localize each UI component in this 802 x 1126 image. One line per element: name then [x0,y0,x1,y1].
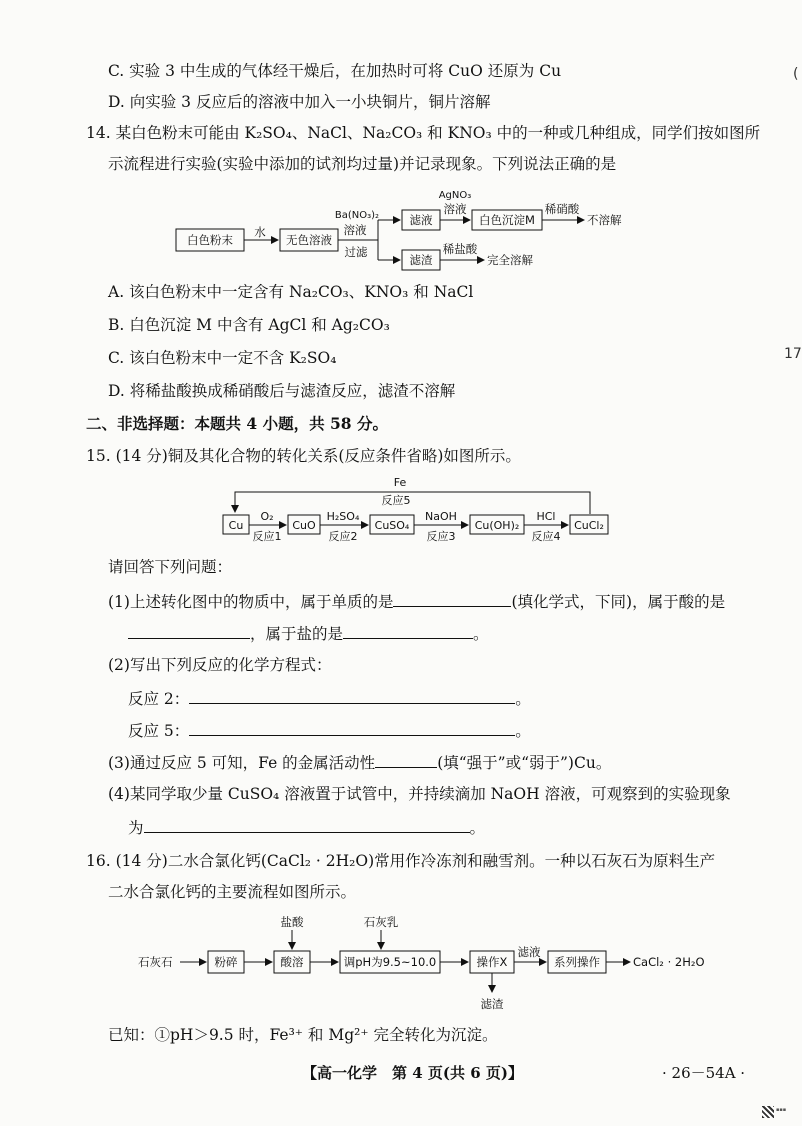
ba-no3-label: Ba(NO₃)₂ [334,210,380,221]
ba-no3-solution-label: 溶液 [343,223,367,237]
naoh-label: NaOH [425,510,457,523]
filtrate-label: 滤液 [409,213,433,227]
reaction1-label: 反应1 [252,530,282,543]
reaction2-prompt: 反应 2： [128,690,190,708]
q14-option-a: A. 该白色粉末中一定含有 Na₂CO₃、KNO₃ 和 NaCl [108,283,474,301]
reaction3-label: 反应3 [426,530,456,543]
q14-option-d: D. 将稀盐酸换成稀硝酸后与滤渣反应，滤渣不溶解 [108,382,456,400]
white-precipitate-label: 白色沉淀M [479,213,535,227]
section2-heading: 二、非选择题：本题共 4 小题，共 58 分。 [86,414,388,433]
cuso4-label: CuSO₄ [374,519,410,532]
cu-label: Cu [228,519,244,532]
answer-blank-elements[interactable] [393,590,511,607]
agno3-label: AgNO₃ [438,190,472,201]
q14-option-b: B. 白色沉淀 M 中含有 AgCl 和 Ag₂CO₃ [108,316,390,334]
q14-stem-line2: 示流程进行实验(实验中添加的试剂均过量)并记录现象。下列说法正确的是 [108,155,617,173]
residue-label: 滤渣 [480,997,504,1011]
q15-part1-text-b: (填化学式，下同)，属于酸的是 [511,593,726,611]
q15-part4-period: 。 [469,819,486,837]
h2so4-label: H₂SO₄ [326,510,360,523]
qr-code-icon [762,1106,774,1118]
dissolve-label: 酸溶 [280,955,304,969]
q15-part1-period: 。 [473,625,489,643]
fe-label: Fe [393,476,407,489]
q16-stem-line2: 二水合氯化钙的主要流程如图所示。 [108,883,357,901]
dilute-nitric-label: 稀硝酸 [544,202,580,216]
adjust-ph-label: 调pH为9.5~10.0 [343,955,437,969]
footer-page-info: 【高一化学 第 4 页(共 6 页)】 [302,1064,523,1082]
q14-option-c: C. 该白色粉末中一定不含 K₂SO₄ [108,349,337,367]
reaction4-label: 反应4 [531,530,561,543]
q15-prompt: 请回答下列问题： [108,558,233,576]
q15-part2: (2)写出下列反应的化学方程式： [108,656,332,674]
q16-stem-line1: 16. (14 分)二水合氯化钙(CaCl₂ · 2H₂O)常用作冷冻剂和融雪剂。一种以石灰石为原料生产 [86,852,716,870]
operation-x-label: 操作X [476,955,508,969]
hcl-label: HCl [536,510,556,523]
answer-blank-phenomenon[interactable] [144,816,470,833]
hcl-reagent-label: 盐酸 [280,915,304,929]
series-ops-label: 系列操作 [554,955,600,969]
q15-part4-text-b: 为 [128,819,144,837]
q13-option-d: D. 向实验 3 反应后的溶液中加入一小块铜片，铜片溶解 [108,93,491,111]
q14-flow-diagram [0,184,800,274]
reaction5-prompt: 反应 5： [128,722,190,740]
dilute-hcl-label: 稀盐酸 [442,242,478,256]
agno3-solution-label: 溶液 [443,202,467,216]
limestone-label: 石灰石 [138,955,173,969]
filtrate-label: 滤液 [517,945,541,959]
q15-part3-text-a: (3)通过反应 5 可知，Fe 的金属活动性 [108,754,376,772]
edge-page-number: 17 [784,346,802,362]
scanner-watermark: ▪▪▪ [776,1107,787,1113]
q16-known-condition: 已知：①pH＞9.5 时，Fe³⁺ 和 Mg²⁺ 完全转化为沉淀。 [108,1026,498,1044]
lime-milk-label: 石灰乳 [363,915,399,929]
reaction2-period: 。 [515,690,531,708]
q15-stem: 15. (14 分)铜及其化合物的转化关系(反应条件省略)如图所示。 [86,447,521,465]
q15-part3 [108,751,611,773]
q15-part1-line1 [108,590,725,612]
q15-flow-diagram [0,474,800,544]
colorless-solution-label: 无色溶液 [286,233,332,247]
answer-blank-salts[interactable] [343,622,473,639]
o2-label: O₂ [260,510,274,523]
answer-blank-reaction5[interactable] [189,719,515,736]
white-powder-label: 白色粉末 [187,233,233,247]
answer-blank-reaction2[interactable] [189,687,515,704]
reaction2-label: 反应2 [328,530,358,543]
answer-blank-activity[interactable] [375,751,437,768]
filter-label: 过滤 [344,245,368,259]
fully-dissolved-label: 完全溶解 [487,253,533,267]
not-dissolved-label: 不溶解 [587,213,622,227]
q14-stem-line1: 14. 某白色粉末可能由 K₂SO₄、NaCl、Na₂CO₃ 和 KNO₃ 中的一种或几种组成，同学们按如图所 [86,124,761,142]
cucl2-label: CuCl₂ [574,519,604,532]
q15-part1-text-a: (1)上述转化图中的物质中，属于单质的是 [108,593,394,611]
q15-part2-reaction2 [128,687,531,709]
reaction5-label: 反应5 [381,494,411,507]
q15-part1-text-c: ，属于盐的是 [250,625,344,643]
water-label: 水 [254,225,266,239]
q15-part2-reaction5 [128,719,531,741]
residue-label: 滤渣 [409,253,433,267]
q15-part1-line2 [128,622,489,644]
crush-label: 粉碎 [214,955,238,969]
q15-part3-text-b: (填“强于”或“弱于”)Cu。 [437,754,612,772]
cuo-label: CuO [292,519,316,532]
q16-flow-diagram [0,910,800,1020]
q13-option-c: C. 实验 3 中生成的气体经干燥后，在加热时可将 CuO 还原为 Cu [108,62,562,80]
answer-blank-acids[interactable] [128,622,250,639]
q15-part4-line1: (4)某同学取少量 CuSO₄ 溶液置于试管中，并持续滴加 NaOH 溶液，可观察到的实验现象 [108,785,731,803]
product-label: CaCl₂ · 2H₂O [633,955,705,969]
reaction5-period: 。 [515,722,531,740]
footer-paper-code: · 26－54A · [662,1064,746,1082]
cuoh2-label: Cu(OH)₂ [474,519,520,532]
edge-bracket-mark: ( [793,66,799,82]
q15-part4-line2 [128,816,485,838]
